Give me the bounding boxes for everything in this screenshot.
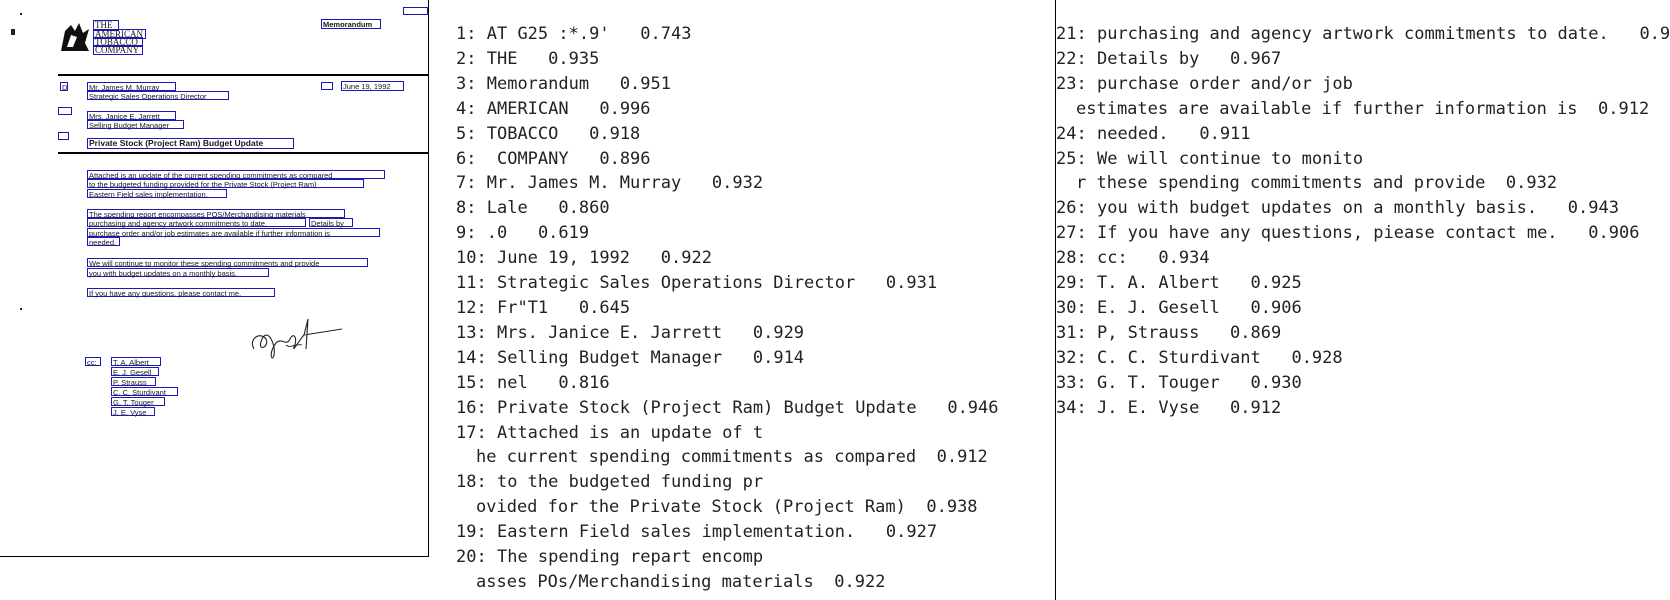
ocr-result-score: 0.743 bbox=[640, 24, 692, 44]
cc-recipient: T. A. Albert bbox=[111, 357, 161, 366]
ocr-result-score: 0.9 bbox=[1639, 24, 1670, 44]
ocr-result-text: C. C. Sturdivant bbox=[1096, 347, 1261, 368]
ocr-result-score: 0.645 bbox=[578, 297, 631, 318]
ocr-result-text-continued: asses POs/Merchandising materials bbox=[476, 571, 814, 592]
ocr-result-score: 0.896 bbox=[599, 148, 651, 169]
ocr-result-score: 0.912 bbox=[1230, 397, 1282, 418]
ocr-result-entry bbox=[456, 371, 1046, 396]
ocr-result-index: 18: bbox=[456, 472, 487, 493]
ocr-result-index: 7: bbox=[456, 173, 477, 194]
ocr-result-entry bbox=[1056, 371, 1657, 396]
ocr-result-score: 0.911 bbox=[1199, 123, 1251, 144]
re-marker bbox=[58, 132, 69, 140]
ocr-result-entry bbox=[1056, 296, 1657, 321]
ocr-result-score: 0.946 bbox=[947, 397, 999, 418]
body-line: you with budget updates on a monthly basis. bbox=[87, 268, 269, 277]
ocr-result-index: 20: bbox=[456, 547, 487, 568]
ocr-result-text: purchase order and/or job bbox=[1096, 73, 1353, 94]
ocr-result-index: 22: bbox=[1056, 48, 1087, 69]
ocr-result-text: Selling Budget Manager bbox=[496, 347, 723, 368]
ocr-result-entry bbox=[456, 147, 1046, 172]
ocr-result-score: 0.935 bbox=[548, 48, 600, 69]
body-line: to the budgeted funding provided for the Private Stock (Project Ram) bbox=[87, 179, 364, 188]
ocr-result-text: If you have any questions, piease contact me. bbox=[1096, 223, 1558, 244]
ocr-result-index: 9: bbox=[456, 223, 477, 244]
ocr-result-entry bbox=[1056, 271, 1657, 296]
ocr-results-column-2 bbox=[1056, 22, 1670, 421]
ocr-result-text: T. A. Albert bbox=[1096, 273, 1220, 294]
ocr-result-index: 28: bbox=[1056, 248, 1087, 269]
ocr-result-text: Mr. James M. Murray bbox=[486, 173, 682, 194]
ocr-result-score: 0.925 bbox=[1250, 273, 1302, 294]
ocr-result-score: 0.930 bbox=[1250, 372, 1302, 393]
ocr-result-entry bbox=[1056, 147, 1657, 197]
ocr-result-entry bbox=[456, 545, 1046, 595]
ocr-result-index: 34: bbox=[1056, 397, 1087, 418]
ocr-result-index: 5: bbox=[456, 123, 477, 144]
ocr-result-text: Mrs. Janice E. Jarrett bbox=[496, 322, 723, 343]
from-name: Mrs. Janice E. Jarrett bbox=[87, 111, 176, 120]
ocr-result-entry bbox=[1056, 196, 1657, 221]
ocr-result-index: 23: bbox=[1056, 73, 1087, 94]
ocr-result-score: 0.928 bbox=[1291, 347, 1343, 368]
ocr-result-text-continued: r these spending commitments and provide bbox=[1076, 173, 1486, 194]
ocr-results-column-1 bbox=[456, 22, 1046, 595]
memorandum-heading: Memorandum bbox=[321, 19, 381, 29]
logo-line-1: THE bbox=[93, 20, 119, 31]
ocr-result-entry bbox=[456, 520, 1046, 545]
scan-speck bbox=[20, 13, 22, 15]
ocr-result-text: J. E. Vyse bbox=[1096, 397, 1200, 418]
ocr-result-score: 0.943 bbox=[1567, 198, 1619, 219]
ocr-result-text-continued: estimates are available if further information is bbox=[1076, 98, 1578, 119]
ocr-result-index: 17: bbox=[456, 422, 487, 443]
ocr-result-score: 0.906 bbox=[1250, 297, 1302, 318]
to-title: Strategic Sales Operations Director bbox=[87, 91, 229, 100]
ocr-result-continuation bbox=[456, 570, 1046, 595]
ocr-result-entry bbox=[456, 271, 1046, 296]
ocr-result-entry bbox=[1056, 122, 1657, 147]
body-line: needed. bbox=[87, 237, 120, 246]
ocr-result-entry bbox=[1056, 72, 1657, 122]
from-title: Selling Budget Manager bbox=[87, 120, 184, 129]
body-line: purchasing and agency artwork commitments to date. bbox=[87, 218, 306, 227]
ocr-result-continuation bbox=[456, 495, 1046, 520]
ocr-result-index: 31: bbox=[1056, 322, 1087, 343]
ocr-result-score: 0.929 bbox=[752, 322, 805, 343]
ocr-result-text: June 19, 1992 bbox=[496, 248, 631, 269]
ocr-result-score: 0.906 bbox=[1588, 223, 1640, 244]
subject-line: Private Stock (Project Ram) Budget Update bbox=[87, 138, 294, 149]
ocr-result-text: E. J. Gesell bbox=[1096, 297, 1220, 318]
to-name: Mr. James M. Murray bbox=[87, 82, 176, 91]
ocr-result-index: 8: bbox=[456, 198, 477, 219]
ocr-result-entry bbox=[456, 97, 1046, 122]
ocr-result-text-continued: he current spending commitments as compared bbox=[476, 447, 917, 468]
body-line: We will continue to monitor these spending commitments and provide bbox=[87, 258, 368, 267]
handwritten-signature bbox=[246, 309, 346, 369]
ocr-result-score: 0.932 bbox=[711, 173, 764, 194]
ocr-result-text: Fr"T1 bbox=[496, 297, 549, 318]
to-marker: D bbox=[62, 83, 68, 92]
cc-recipient: J. E. Vyse bbox=[111, 407, 155, 416]
ocr-result-index: 11: bbox=[456, 273, 487, 294]
ocr-result-text: TOBACCO bbox=[486, 123, 559, 144]
ocr-result-text: Attached is an update of t bbox=[496, 422, 764, 443]
ocr-result-text: .0 bbox=[486, 223, 508, 244]
ocr-result-entry bbox=[456, 47, 1046, 72]
ocr-result-score: 0.967 bbox=[1230, 48, 1282, 69]
ocr-result-score: 0.931 bbox=[885, 273, 938, 294]
ocr-result-text: P, Strauss bbox=[1096, 322, 1200, 343]
ocr-result-index: 24: bbox=[1056, 123, 1087, 144]
logo-line-3: TOBACCO bbox=[93, 37, 143, 47]
ocr-result-index: 27: bbox=[1056, 223, 1087, 244]
body-line: Details by bbox=[309, 218, 353, 227]
cc-recipient: P. Strauss bbox=[111, 377, 156, 386]
ocr-result-score: 0.927 bbox=[885, 522, 938, 543]
scan-speck bbox=[20, 308, 22, 310]
ocr-result-score: 0.951 bbox=[619, 73, 671, 94]
ocr-box-stamp bbox=[403, 7, 428, 15]
ocr-result-continuation bbox=[1056, 97, 1657, 122]
body-line: purchase order and/or job estimates are available if further information is bbox=[87, 228, 380, 237]
ocr-result-entry bbox=[1056, 346, 1657, 371]
ocr-result-score: 0.938 bbox=[926, 497, 978, 518]
ocr-result-entry bbox=[1056, 396, 1657, 421]
ocr-result-index: 13: bbox=[456, 322, 487, 343]
ocr-result-text: Memorandum bbox=[486, 73, 590, 94]
ocr-result-index: 25: bbox=[1056, 148, 1087, 169]
ocr-result-text: THE bbox=[486, 48, 518, 69]
ocr-result-text: to the budgeted funding pr bbox=[496, 472, 764, 493]
ocr-result-text: The spending repart encomp bbox=[496, 547, 764, 568]
ocr-result-entry bbox=[456, 171, 1046, 196]
cc-recipient: G. T. Touger bbox=[111, 397, 165, 406]
ocr-result-entry bbox=[456, 296, 1046, 321]
ocr-result-index: 2: bbox=[456, 48, 477, 69]
ocr-result-index: 26: bbox=[1056, 198, 1087, 219]
ocr-result-score: 0.922 bbox=[834, 571, 886, 592]
ocr-result-index: 32: bbox=[1056, 347, 1087, 368]
ocr-result-score: 0.922 bbox=[660, 248, 712, 269]
ocr-result-entry bbox=[1056, 321, 1657, 346]
header-rule bbox=[58, 74, 428, 76]
logo-line-2: AMERICAN bbox=[93, 29, 146, 39]
ocr-result-text-continued: ovided for the Private Stock (Project Ram) bbox=[476, 497, 906, 518]
ocr-result-index: 3: bbox=[456, 73, 477, 94]
ocr-result-score: 0.619 bbox=[537, 223, 590, 244]
ocr-result-entry bbox=[456, 396, 1046, 421]
scan-speck bbox=[11, 29, 15, 35]
ocr-result-score: 0.912 bbox=[936, 447, 988, 468]
ocr-result-index: 29: bbox=[1056, 273, 1087, 294]
ocr-result-entry bbox=[1056, 221, 1657, 246]
ocr-result-index: 19: bbox=[456, 522, 487, 543]
ocr-result-score: 0.914 bbox=[752, 347, 805, 368]
ocr-result-entry bbox=[456, 22, 1046, 47]
ocr-result-text: cc: bbox=[1096, 248, 1128, 269]
ocr-result-entry bbox=[456, 321, 1046, 346]
ocr-result-score: 0.912 bbox=[1598, 98, 1650, 119]
ocr-result-entry bbox=[456, 196, 1046, 221]
ocr-result-index: 16: bbox=[456, 397, 487, 418]
cc-recipient: E. J. Gesell bbox=[111, 367, 159, 376]
ocr-result-index: 30: bbox=[1056, 297, 1087, 318]
ocr-result-text: We will continue to monito bbox=[1096, 148, 1364, 169]
logo-line-4: COMPANY bbox=[93, 45, 143, 55]
subject-rule bbox=[58, 152, 428, 154]
ocr-result-text: purchasing and agency artwork commitments to date. bbox=[1096, 24, 1609, 44]
ocr-result-score: 0.869 bbox=[1230, 322, 1282, 343]
body-line: If you have any questions, please contact me. bbox=[87, 288, 275, 297]
ocr-result-text: G. T. Touger bbox=[1096, 372, 1220, 393]
ocr-result-index: 10: bbox=[456, 248, 487, 269]
body-line: Attached is an update of the current spending commitments as compared bbox=[87, 170, 385, 179]
ocr-result-index: 4: bbox=[456, 98, 477, 119]
ocr-result-index: 14: bbox=[456, 347, 487, 368]
ocr-result-entry bbox=[456, 72, 1046, 97]
ocr-result-entry bbox=[456, 246, 1046, 271]
eagle-logo-icon bbox=[59, 21, 91, 53]
ocr-result-text: you with budget updates on a monthly basis. bbox=[1096, 198, 1538, 219]
ocr-result-entry bbox=[456, 346, 1046, 371]
ocr-result-entry bbox=[1056, 47, 1657, 72]
ocr-result-text: needed. bbox=[1096, 123, 1169, 144]
ocr-result-entry bbox=[456, 470, 1046, 520]
ocr-result-index: 15: bbox=[456, 372, 487, 393]
from-marker bbox=[58, 107, 72, 115]
ocr-result-entry bbox=[456, 421, 1046, 471]
ocr-result-score: 0.816 bbox=[558, 372, 610, 393]
ocr-result-index: 33: bbox=[1056, 372, 1087, 393]
ocr-result-text: COMPANY bbox=[486, 148, 569, 169]
ocr-result-index: 21: bbox=[1056, 24, 1087, 44]
body-line: The spending report encompasses POS/Merchandising materials bbox=[87, 209, 345, 218]
ocr-result-index: 1: bbox=[456, 24, 477, 44]
ocr-result-text: Details by bbox=[1096, 48, 1200, 69]
ocr-result-continuation bbox=[456, 445, 1046, 470]
ocr-result-entry bbox=[1056, 22, 1670, 47]
ocr-result-text: Eastern Field sales implementation. bbox=[496, 522, 856, 543]
ocr-result-entry bbox=[456, 122, 1046, 147]
cc-label: cc: bbox=[85, 357, 101, 366]
ocr-result-text: Strategic Sales Operations Director bbox=[496, 273, 856, 294]
ocr-result-text: Private Stock (Project Ram) Budget Update bbox=[496, 397, 917, 418]
ocr-result-text: AT G25 :*.9' bbox=[486, 24, 610, 44]
ocr-result-continuation bbox=[1056, 171, 1657, 196]
ocr-result-index: 12: bbox=[456, 297, 487, 318]
ocr-result-text: Lale bbox=[486, 198, 528, 219]
cc-recipient: C. C. Sturdivant bbox=[111, 387, 178, 396]
ocr-result-index: 6: bbox=[456, 148, 477, 169]
ocr-result-score: 0.932 bbox=[1505, 173, 1558, 194]
ocr-result-text: nel bbox=[496, 372, 528, 393]
ocr-result-entry bbox=[1056, 246, 1657, 271]
date-marker bbox=[321, 82, 333, 90]
body-line: Eastern Field sales implementation. bbox=[87, 189, 227, 198]
ocr-result-score: 0.860 bbox=[558, 198, 610, 219]
ocr-result-score: 0.934 bbox=[1158, 248, 1210, 269]
ocr-result-score: 0.996 bbox=[599, 98, 651, 119]
ocr-result-entry bbox=[456, 221, 1046, 246]
ocr-result-text: AMERICAN bbox=[486, 98, 569, 119]
memo-date: June 19, 1992 bbox=[341, 81, 404, 91]
scanned-document bbox=[0, 0, 429, 557]
ocr-result-score: 0.918 bbox=[589, 123, 641, 144]
